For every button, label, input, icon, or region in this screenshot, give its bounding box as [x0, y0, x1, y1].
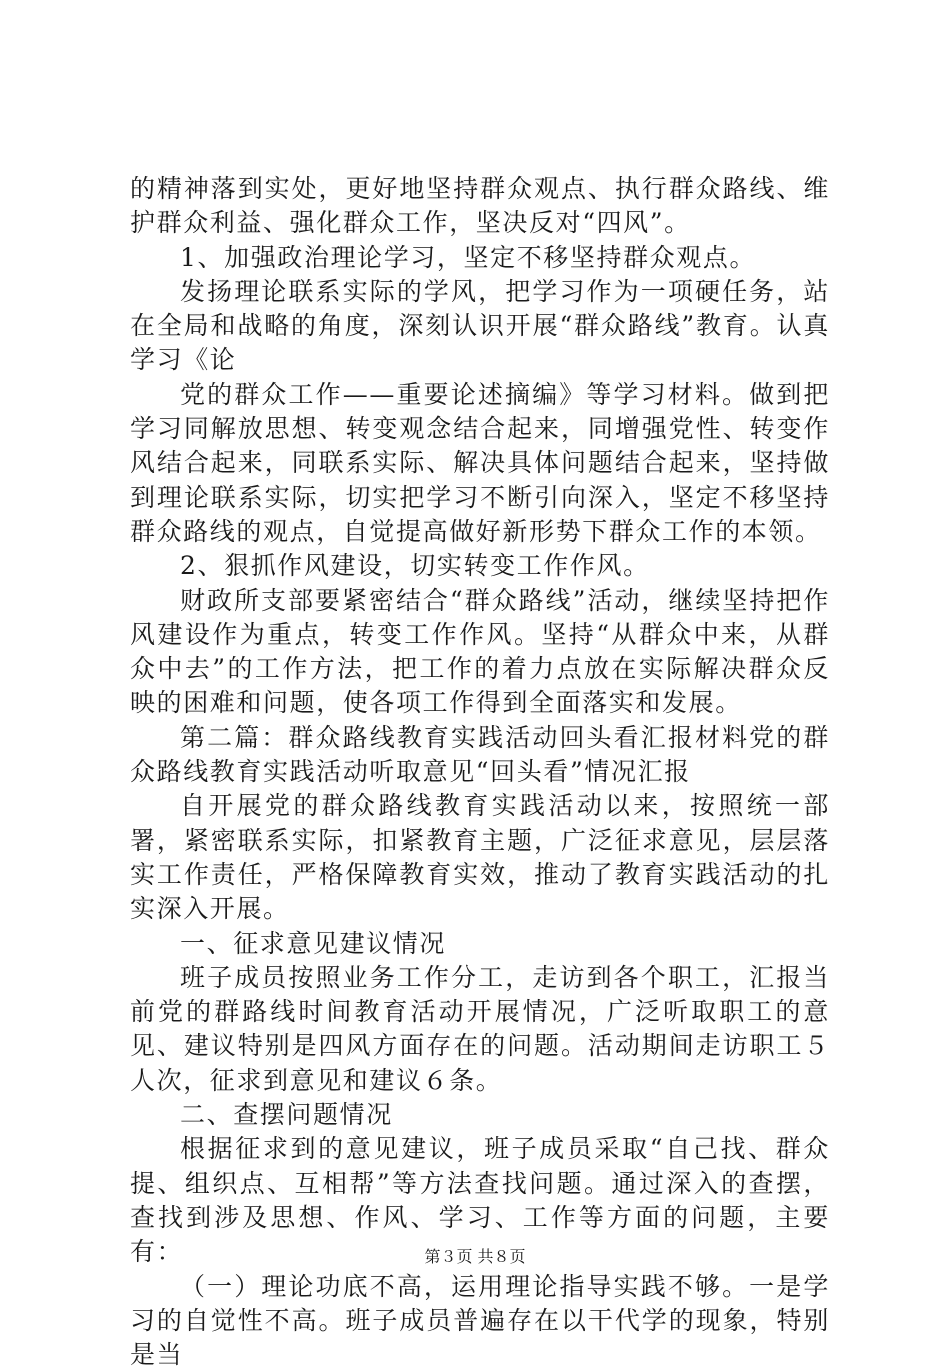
paragraph-10: 班子成员按照业务工作分工，走访到各个职工，汇报当前党的群路线时间教育活动开展情况，广泛听取职工的意见、建议特别是四风方面存在的问题。活动期间走访职工５人次，征求到意见和建议６条。	[130, 961, 830, 1098]
document-body	[130, 172, 830, 1372]
paragraph-2-heading: 1、加强政治理论学习，坚定不移坚持群众观点。	[130, 241, 830, 275]
paragraph-4: 党的群众工作——重要论述摘编》等学习材料。做到把学习同解放思想、转变观念结合起来，同增强党性、转变作风结合起来，同联系实际、解决具体问题结合起来，坚持做到理论联系实际，切实把学习不断引向深入，坚定不移坚持群众路线的观点，自觉提高做好新形势下群众工作的本领。	[130, 378, 830, 549]
paragraph-8: 自开展党的群众路线教育实践活动以来，按照统一部署，紧密联系实际，扣紧教育主题，广泛征求意见，层层落实工作责任，严格保障教育实效，推动了教育实践活动的扎实深入开展。	[130, 789, 830, 926]
paragraph-12: 根据征求到的意见建议，班子成员采取“自己找、群众提、组织点、互相帮”等方法查找问题。通过深入的查摆，查找到涉及思想、作风、学习、工作等方面的问题，主要有：	[130, 1132, 830, 1269]
paragraph-9-heading: 一、征求意见建议情况	[130, 927, 830, 961]
paragraph-7-section-title: 第二篇：群众路线教育实践活动回头看汇报材料党的群众路线教育实践活动听取意见“回头看”情况汇报	[130, 721, 830, 790]
paragraph-6: 财政所支部要紧密结合“群众路线”活动，继续坚持把作风建设作为重点，转变工作作风。坚持“从群众中来，从群众中去”的工作方法，把工作的着力点放在实际解决群众反映的困难和问题，使各项工作得到全面落实和发展。	[130, 584, 830, 721]
paragraph-13: （一）理论功底不高，运用理论指导实践不够。一是学习的自觉性不高。班子成员普遍存在以干代学的现象，特别是当	[130, 1270, 830, 1372]
paragraph-1: 的精神落到实处，更好地坚持群众观点、执行群众路线、维护群众利益、强化群众工作，坚决反对“四风”。	[130, 172, 830, 241]
page-footer: 第３页 共８页	[0, 1244, 950, 1267]
paragraph-11-heading: 二、查摆问题情况	[130, 1098, 830, 1132]
paragraph-5-heading: 2、狠抓作风建设，切实转变工作作风。	[130, 549, 830, 583]
paragraph-3: 发扬理论联系实际的学风，把学习作为一项硬任务，站在全局和战略的角度，深刻认识开展“群众路线”教育。认真学习《论	[130, 275, 830, 378]
